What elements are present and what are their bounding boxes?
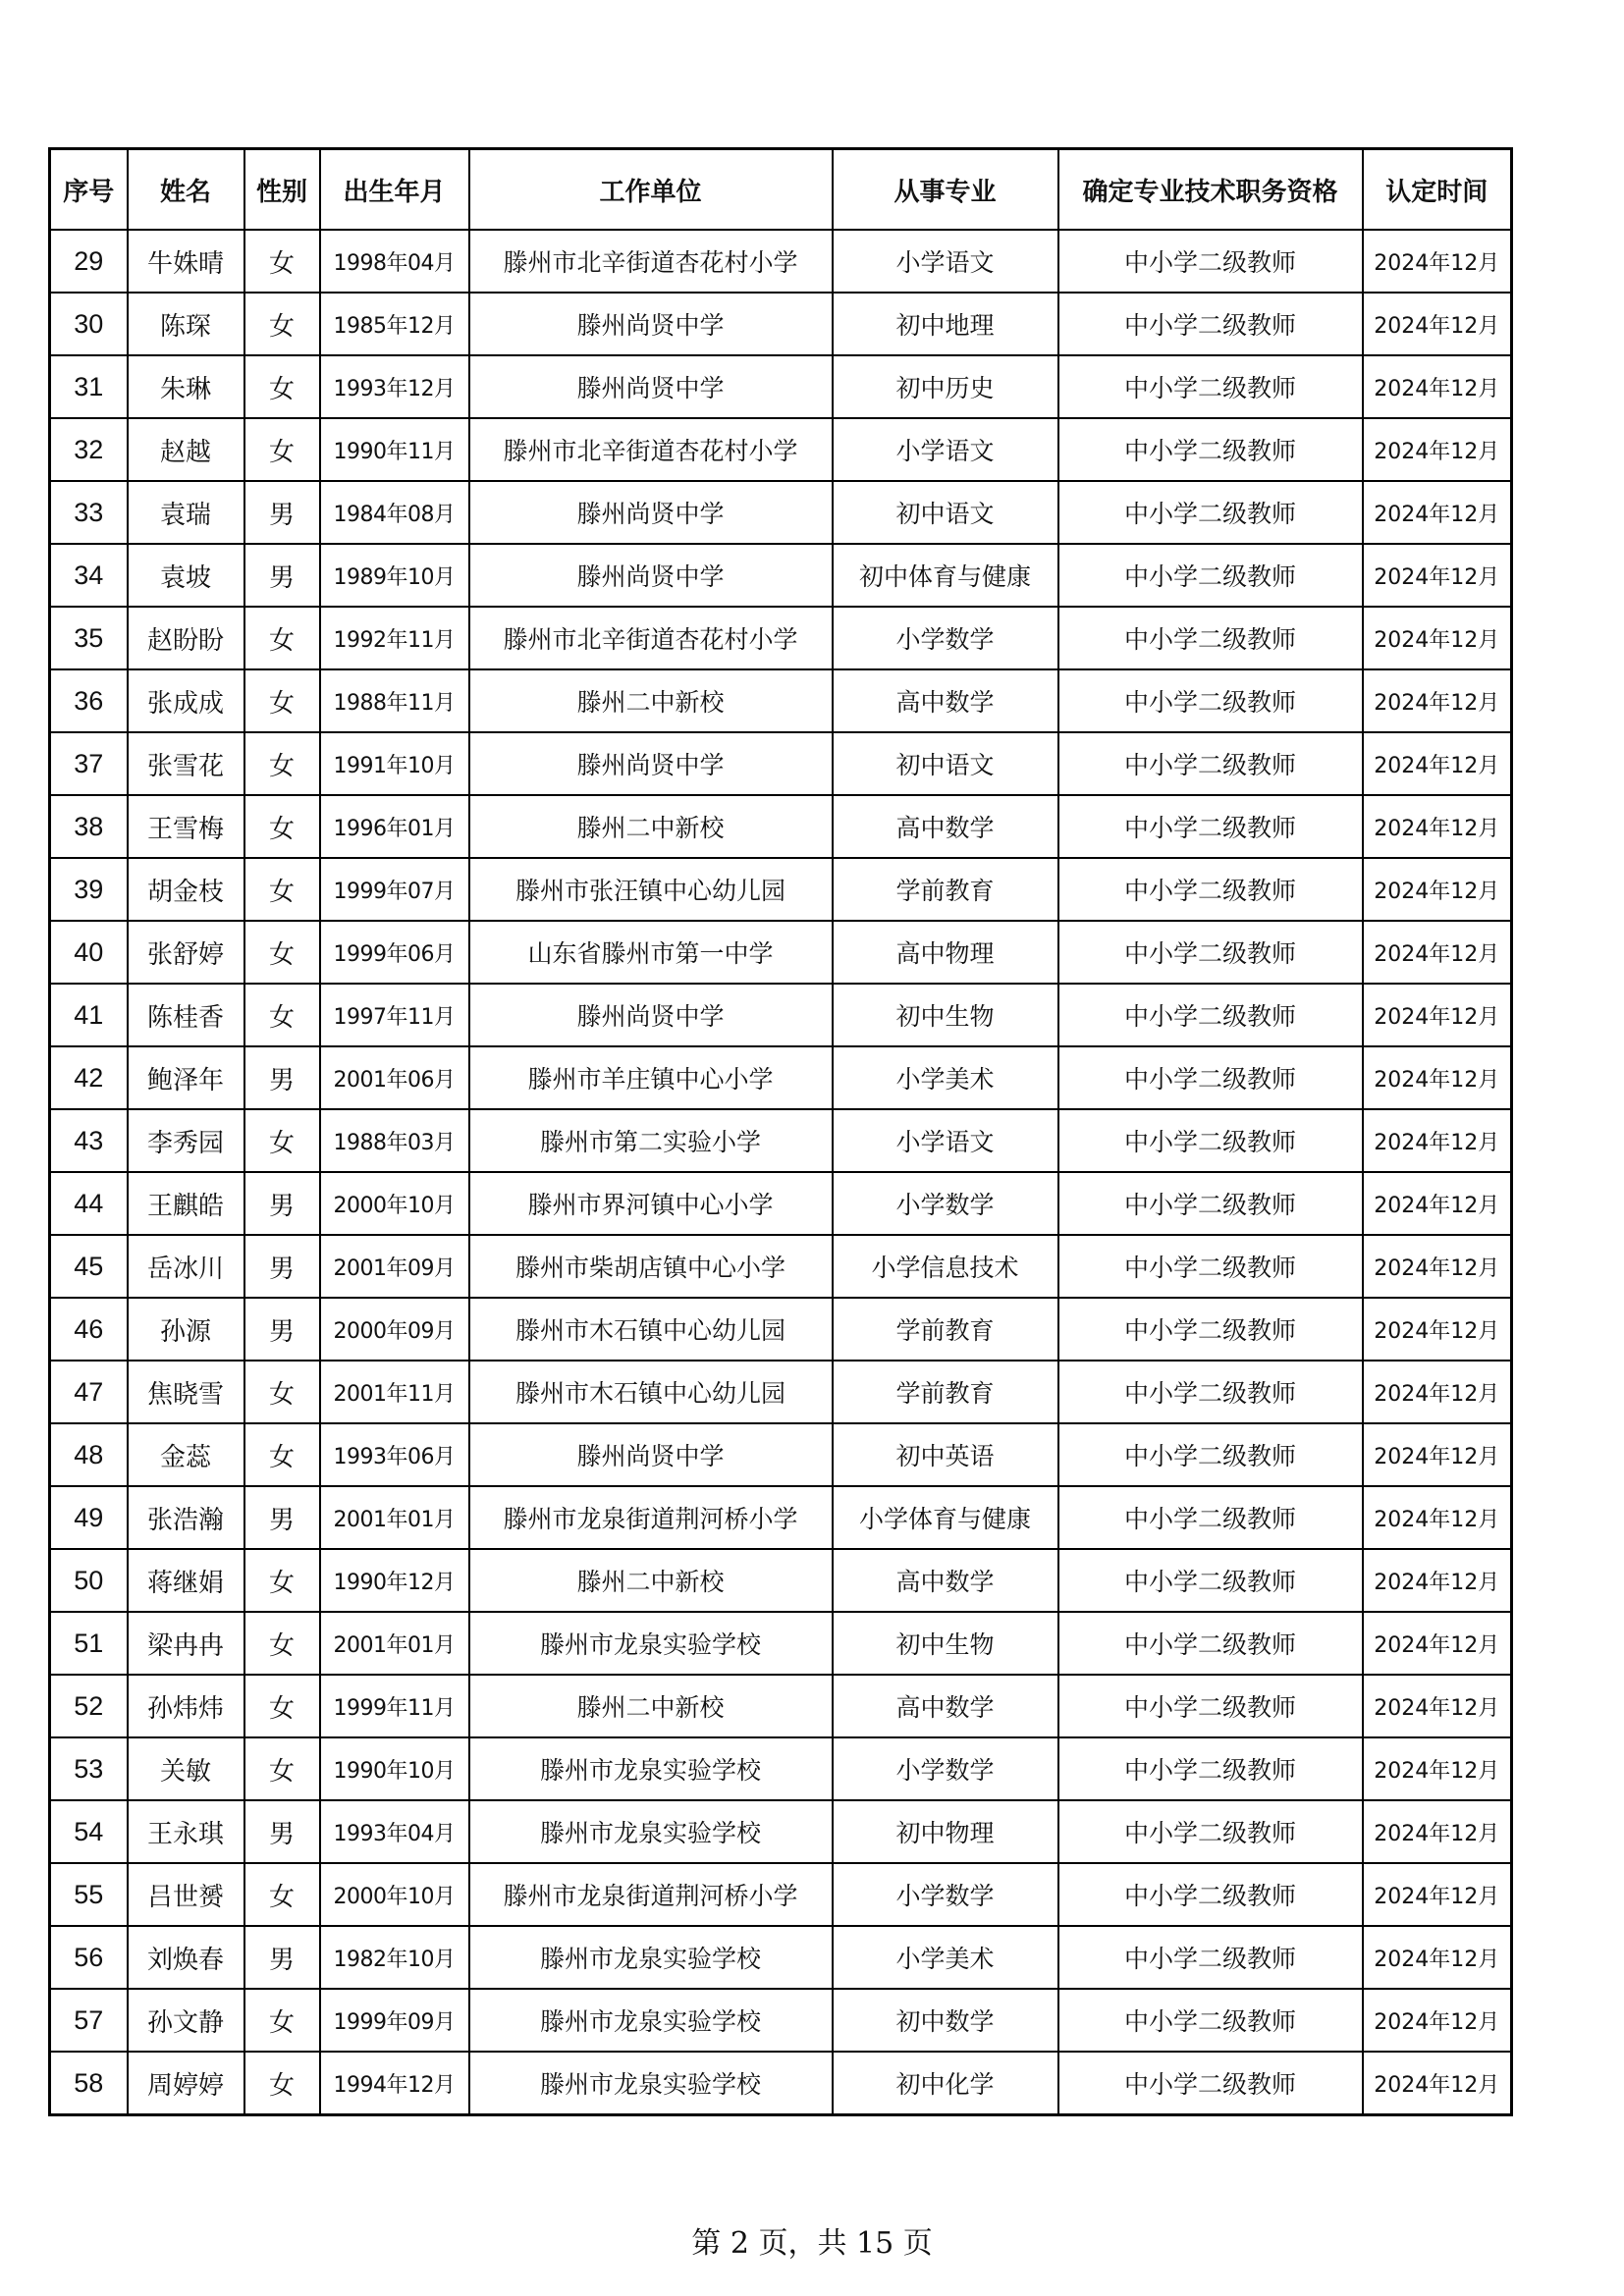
gender-cell: 男 xyxy=(244,1046,320,1109)
certified-date-cell: 2024年12月 xyxy=(1363,732,1512,795)
specialty-cell: 初中体育与健康 xyxy=(833,544,1058,607)
work-unit-cell: 滕州尚贤中学 xyxy=(469,544,833,607)
specialty-cell: 小学数学 xyxy=(833,1737,1058,1800)
specialty-cell: 小学美术 xyxy=(833,1046,1058,1109)
name-cell: 王雪梅 xyxy=(128,795,244,858)
table-row xyxy=(50,1109,1512,1172)
qualification-cell: 中小学二级教师 xyxy=(1058,1863,1363,1926)
work-unit-cell: 滕州市龙泉实验学校 xyxy=(469,1926,833,1989)
birth-date-cell: 2001年06月 xyxy=(320,1046,469,1109)
table-row xyxy=(50,293,1512,355)
specialty-cell: 高中物理 xyxy=(833,921,1058,984)
serial-number-cell: 30 xyxy=(50,293,128,355)
birth-date-cell: 1996年01月 xyxy=(320,795,469,858)
serial-number-cell: 49 xyxy=(50,1486,128,1549)
gender-cell: 男 xyxy=(244,1926,320,1989)
table-row xyxy=(50,230,1512,293)
certified-date-cell: 2024年12月 xyxy=(1363,1423,1512,1486)
certified-date-cell: 2024年12月 xyxy=(1363,544,1512,607)
certified-date-cell: 2024年12月 xyxy=(1363,858,1512,921)
table-row xyxy=(50,418,1512,481)
table-row xyxy=(50,1361,1512,1423)
specialty-cell: 初中化学 xyxy=(833,2052,1058,2115)
gender-cell: 女 xyxy=(244,858,320,921)
birth-date-cell: 1985年12月 xyxy=(320,293,469,355)
certified-date-cell: 2024年12月 xyxy=(1363,607,1512,669)
qualification-cell: 中小学二级教师 xyxy=(1058,921,1363,984)
gender-cell: 女 xyxy=(244,984,320,1046)
serial-number-cell: 33 xyxy=(50,481,128,544)
specialty-cell: 小学语文 xyxy=(833,1109,1058,1172)
name-cell: 孙源 xyxy=(128,1298,244,1361)
qualification-cell: 中小学二级教师 xyxy=(1058,1486,1363,1549)
teacher-qualification-table xyxy=(48,147,1513,2116)
work-unit-cell: 滕州尚贤中学 xyxy=(469,481,833,544)
specialty-cell: 初中英语 xyxy=(833,1423,1058,1486)
birth-date-cell: 1999年07月 xyxy=(320,858,469,921)
work-unit-cell: 滕州市龙泉实验学校 xyxy=(469,1612,833,1675)
name-cell: 孙文静 xyxy=(128,1989,244,2052)
serial-number-cell: 56 xyxy=(50,1926,128,1989)
table-row xyxy=(50,1549,1512,1612)
qualification-cell: 中小学二级教师 xyxy=(1058,1423,1363,1486)
table-row xyxy=(50,1486,1512,1549)
gender-cell: 男 xyxy=(244,1486,320,1549)
header-name: 姓名 xyxy=(128,149,244,231)
work-unit-cell: 滕州市龙泉实验学校 xyxy=(469,1800,833,1863)
serial-number-cell: 34 xyxy=(50,544,128,607)
birth-date-cell: 1990年10月 xyxy=(320,1737,469,1800)
certified-date-cell: 2024年12月 xyxy=(1363,1926,1512,1989)
gender-cell: 女 xyxy=(244,1675,320,1737)
serial-number-cell: 50 xyxy=(50,1549,128,1612)
table-row xyxy=(50,481,1512,544)
certified-date-cell: 2024年12月 xyxy=(1363,1046,1512,1109)
header-gender: 性别 xyxy=(244,149,320,231)
specialty-cell: 初中语文 xyxy=(833,481,1058,544)
table-row xyxy=(50,607,1512,669)
specialty-cell: 高中数学 xyxy=(833,1549,1058,1612)
serial-number-cell: 41 xyxy=(50,984,128,1046)
table-row xyxy=(50,1612,1512,1675)
gender-cell: 女 xyxy=(244,669,320,732)
header-certified-date: 认定时间 xyxy=(1363,149,1512,231)
work-unit-cell: 滕州市第二实验小学 xyxy=(469,1109,833,1172)
gender-cell: 女 xyxy=(244,418,320,481)
work-unit-cell: 滕州尚贤中学 xyxy=(469,984,833,1046)
serial-number-cell: 58 xyxy=(50,2052,128,2115)
work-unit-cell: 滕州二中新校 xyxy=(469,795,833,858)
work-unit-cell: 滕州市龙泉实验学校 xyxy=(469,1989,833,2052)
specialty-cell: 小学信息技术 xyxy=(833,1235,1058,1298)
table-row xyxy=(50,669,1512,732)
qualification-cell: 中小学二级教师 xyxy=(1058,1046,1363,1109)
table-row xyxy=(50,921,1512,984)
serial-number-cell: 48 xyxy=(50,1423,128,1486)
specialty-cell: 高中数学 xyxy=(833,1675,1058,1737)
table-row xyxy=(50,1235,1512,1298)
gender-cell: 男 xyxy=(244,1298,320,1361)
gender-cell: 男 xyxy=(244,544,320,607)
certified-date-cell: 2024年12月 xyxy=(1363,669,1512,732)
serial-number-cell: 37 xyxy=(50,732,128,795)
table-row xyxy=(50,1675,1512,1737)
name-cell: 陈琛 xyxy=(128,293,244,355)
serial-number-cell: 36 xyxy=(50,669,128,732)
gender-cell: 女 xyxy=(244,355,320,418)
birth-date-cell: 2001年11月 xyxy=(320,1361,469,1423)
table-row xyxy=(50,1172,1512,1235)
specialty-cell: 初中物理 xyxy=(833,1800,1058,1863)
certified-date-cell: 2024年12月 xyxy=(1363,984,1512,1046)
certified-date-cell: 2024年12月 xyxy=(1363,1989,1512,2052)
table-row xyxy=(50,355,1512,418)
name-cell: 李秀园 xyxy=(128,1109,244,1172)
qualification-cell: 中小学二级教师 xyxy=(1058,230,1363,293)
birth-date-cell: 1990年12月 xyxy=(320,1549,469,1612)
specialty-cell: 小学体育与健康 xyxy=(833,1486,1058,1549)
gender-cell: 女 xyxy=(244,795,320,858)
serial-number-cell: 39 xyxy=(50,858,128,921)
birth-date-cell: 1993年06月 xyxy=(320,1423,469,1486)
certified-date-cell: 2024年12月 xyxy=(1363,795,1512,858)
serial-number-cell: 43 xyxy=(50,1109,128,1172)
name-cell: 赵越 xyxy=(128,418,244,481)
serial-number-cell: 54 xyxy=(50,1800,128,1863)
birth-date-cell: 2001年01月 xyxy=(320,1612,469,1675)
work-unit-cell: 滕州尚贤中学 xyxy=(469,1423,833,1486)
specialty-cell: 初中生物 xyxy=(833,1612,1058,1675)
work-unit-cell: 滕州市龙泉街道荆河桥小学 xyxy=(469,1863,833,1926)
name-cell: 胡金枝 xyxy=(128,858,244,921)
name-cell: 孙炜炜 xyxy=(128,1675,244,1737)
certified-date-cell: 2024年12月 xyxy=(1363,418,1512,481)
header-qualification: 确定专业技术职务资格 xyxy=(1058,149,1363,231)
qualification-cell: 中小学二级教师 xyxy=(1058,984,1363,1046)
name-cell: 周婷婷 xyxy=(128,2052,244,2115)
qualification-cell: 中小学二级教师 xyxy=(1058,1926,1363,1989)
qualification-cell: 中小学二级教师 xyxy=(1058,544,1363,607)
specialty-cell: 小学语文 xyxy=(833,230,1058,293)
gender-cell: 女 xyxy=(244,1612,320,1675)
certified-date-cell: 2024年12月 xyxy=(1363,2052,1512,2115)
gender-cell: 女 xyxy=(244,607,320,669)
specialty-cell: 初中生物 xyxy=(833,984,1058,1046)
work-unit-cell: 滕州市龙泉街道荆河桥小学 xyxy=(469,1486,833,1549)
specialty-cell: 学前教育 xyxy=(833,1361,1058,1423)
serial-number-cell: 38 xyxy=(50,795,128,858)
header-work-unit: 工作单位 xyxy=(469,149,833,231)
specialty-cell: 学前教育 xyxy=(833,1298,1058,1361)
gender-cell: 女 xyxy=(244,1737,320,1800)
name-cell: 梁冉冉 xyxy=(128,1612,244,1675)
gender-cell: 女 xyxy=(244,1361,320,1423)
serial-number-cell: 31 xyxy=(50,355,128,418)
qualification-cell: 中小学二级教师 xyxy=(1058,1549,1363,1612)
specialty-cell: 小学美术 xyxy=(833,1926,1058,1989)
qualification-cell: 中小学二级教师 xyxy=(1058,1989,1363,2052)
birth-date-cell: 1993年12月 xyxy=(320,355,469,418)
qualification-cell: 中小学二级教师 xyxy=(1058,418,1363,481)
gender-cell: 女 xyxy=(244,1989,320,2052)
work-unit-cell: 山东省滕州市第一中学 xyxy=(469,921,833,984)
work-unit-cell: 滕州市龙泉实验学校 xyxy=(469,2052,833,2115)
serial-number-cell: 46 xyxy=(50,1298,128,1361)
header-serial-number: 序号 xyxy=(50,149,128,231)
name-cell: 张雪花 xyxy=(128,732,244,795)
name-cell: 金蕊 xyxy=(128,1423,244,1486)
certified-date-cell: 2024年12月 xyxy=(1363,1486,1512,1549)
birth-date-cell: 1999年11月 xyxy=(320,1675,469,1737)
work-unit-cell: 滕州尚贤中学 xyxy=(469,293,833,355)
certified-date-cell: 2024年12月 xyxy=(1363,230,1512,293)
qualification-cell: 中小学二级教师 xyxy=(1058,732,1363,795)
header-specialty: 从事专业 xyxy=(833,149,1058,231)
name-cell: 王麒皓 xyxy=(128,1172,244,1235)
table-row xyxy=(50,1298,1512,1361)
serial-number-cell: 35 xyxy=(50,607,128,669)
birth-date-cell: 2000年09月 xyxy=(320,1298,469,1361)
certified-date-cell: 2024年12月 xyxy=(1363,1235,1512,1298)
table-row xyxy=(50,795,1512,858)
serial-number-cell: 32 xyxy=(50,418,128,481)
name-cell: 刘焕春 xyxy=(128,1926,244,1989)
gender-cell: 男 xyxy=(244,1800,320,1863)
specialty-cell: 小学数学 xyxy=(833,1172,1058,1235)
qualification-cell: 中小学二级教师 xyxy=(1058,1612,1363,1675)
qualification-cell: 中小学二级教师 xyxy=(1058,858,1363,921)
qualification-cell: 中小学二级教师 xyxy=(1058,669,1363,732)
specialty-cell: 初中历史 xyxy=(833,355,1058,418)
qualification-cell: 中小学二级教师 xyxy=(1058,293,1363,355)
qualification-cell: 中小学二级教师 xyxy=(1058,1298,1363,1361)
certified-date-cell: 2024年12月 xyxy=(1363,1675,1512,1737)
table-row xyxy=(50,732,1512,795)
name-cell: 牛姝晴 xyxy=(128,230,244,293)
gender-cell: 男 xyxy=(244,1235,320,1298)
qualification-cell: 中小学二级教师 xyxy=(1058,1737,1363,1800)
birth-date-cell: 1993年04月 xyxy=(320,1800,469,1863)
table-row xyxy=(50,1046,1512,1109)
certified-date-cell: 2024年12月 xyxy=(1363,293,1512,355)
work-unit-cell: 滕州市柴胡店镇中心小学 xyxy=(469,1235,833,1298)
serial-number-cell: 44 xyxy=(50,1172,128,1235)
birth-date-cell: 2000年10月 xyxy=(320,1172,469,1235)
name-cell: 袁瑞 xyxy=(128,481,244,544)
name-cell: 关敏 xyxy=(128,1737,244,1800)
gender-cell: 女 xyxy=(244,1863,320,1926)
birth-date-cell: 1997年11月 xyxy=(320,984,469,1046)
birth-date-cell: 1999年09月 xyxy=(320,1989,469,2052)
table-row xyxy=(50,1800,1512,1863)
qualification-cell: 中小学二级教师 xyxy=(1058,1172,1363,1235)
gender-cell: 女 xyxy=(244,1423,320,1486)
table-body xyxy=(50,230,1512,2115)
work-unit-cell: 滕州二中新校 xyxy=(469,1675,833,1737)
certified-date-cell: 2024年12月 xyxy=(1363,1172,1512,1235)
serial-number-cell: 45 xyxy=(50,1235,128,1298)
gender-cell: 男 xyxy=(244,1172,320,1235)
work-unit-cell: 滕州市龙泉实验学校 xyxy=(469,1737,833,1800)
specialty-cell: 小学语文 xyxy=(833,418,1058,481)
birth-date-cell: 1992年11月 xyxy=(320,607,469,669)
birth-date-cell: 1990年11月 xyxy=(320,418,469,481)
gender-cell: 男 xyxy=(244,481,320,544)
birth-date-cell: 1984年08月 xyxy=(320,481,469,544)
specialty-cell: 初中数学 xyxy=(833,1989,1058,2052)
table-row xyxy=(50,1863,1512,1926)
name-cell: 王永琪 xyxy=(128,1800,244,1863)
certified-date-cell: 2024年12月 xyxy=(1363,1612,1512,1675)
birth-date-cell: 2000年10月 xyxy=(320,1863,469,1926)
gender-cell: 女 xyxy=(244,732,320,795)
work-unit-cell: 滕州市木石镇中心幼儿园 xyxy=(469,1298,833,1361)
certified-date-cell: 2024年12月 xyxy=(1363,1737,1512,1800)
qualification-cell: 中小学二级教师 xyxy=(1058,355,1363,418)
work-unit-cell: 滕州市北辛街道杏花村小学 xyxy=(469,607,833,669)
qualification-cell: 中小学二级教师 xyxy=(1058,607,1363,669)
birth-date-cell: 1988年03月 xyxy=(320,1109,469,1172)
work-unit-cell: 滕州尚贤中学 xyxy=(469,355,833,418)
birth-date-cell: 2001年09月 xyxy=(320,1235,469,1298)
work-unit-cell: 滕州尚贤中学 xyxy=(469,732,833,795)
specialty-cell: 高中数学 xyxy=(833,669,1058,732)
qualification-cell: 中小学二级教师 xyxy=(1058,1800,1363,1863)
work-unit-cell: 滕州二中新校 xyxy=(469,1549,833,1612)
certified-date-cell: 2024年12月 xyxy=(1363,1549,1512,1612)
table-header-row xyxy=(50,149,1512,231)
name-cell: 陈桂香 xyxy=(128,984,244,1046)
gender-cell: 女 xyxy=(244,921,320,984)
birth-date-cell: 1989年10月 xyxy=(320,544,469,607)
table-row xyxy=(50,544,1512,607)
serial-number-cell: 29 xyxy=(50,230,128,293)
serial-number-cell: 53 xyxy=(50,1737,128,1800)
table-row xyxy=(50,858,1512,921)
serial-number-cell: 57 xyxy=(50,1989,128,2052)
table-row xyxy=(50,1423,1512,1486)
serial-number-cell: 51 xyxy=(50,1612,128,1675)
name-cell: 朱琳 xyxy=(128,355,244,418)
specialty-cell: 初中地理 xyxy=(833,293,1058,355)
qualification-cell: 中小学二级教师 xyxy=(1058,1109,1363,1172)
gender-cell: 女 xyxy=(244,293,320,355)
birth-date-cell: 1994年12月 xyxy=(320,2052,469,2115)
birth-date-cell: 1999年06月 xyxy=(320,921,469,984)
serial-number-cell: 52 xyxy=(50,1675,128,1737)
name-cell: 焦晓雪 xyxy=(128,1361,244,1423)
work-unit-cell: 滕州二中新校 xyxy=(469,669,833,732)
name-cell: 张浩瀚 xyxy=(128,1486,244,1549)
certified-date-cell: 2024年12月 xyxy=(1363,1298,1512,1361)
qualification-cell: 中小学二级教师 xyxy=(1058,1235,1363,1298)
birth-date-cell: 2001年01月 xyxy=(320,1486,469,1549)
work-unit-cell: 滕州市北辛街道杏花村小学 xyxy=(469,418,833,481)
gender-cell: 女 xyxy=(244,2052,320,2115)
birth-date-cell: 1988年11月 xyxy=(320,669,469,732)
work-unit-cell: 滕州市木石镇中心幼儿园 xyxy=(469,1361,833,1423)
certified-date-cell: 2024年12月 xyxy=(1363,1863,1512,1926)
table-row xyxy=(50,984,1512,1046)
birth-date-cell: 1991年10月 xyxy=(320,732,469,795)
birth-date-cell: 1998年04月 xyxy=(320,230,469,293)
qualification-cell: 中小学二级教师 xyxy=(1058,481,1363,544)
work-unit-cell: 滕州市张汪镇中心幼儿园 xyxy=(469,858,833,921)
name-cell: 张成成 xyxy=(128,669,244,732)
certified-date-cell: 2024年12月 xyxy=(1363,355,1512,418)
specialty-cell: 小学数学 xyxy=(833,607,1058,669)
qualification-cell: 中小学二级教师 xyxy=(1058,2052,1363,2115)
certified-date-cell: 2024年12月 xyxy=(1363,1800,1512,1863)
header-birth-date: 出生年月 xyxy=(320,149,469,231)
page-footer: 第 2 页，共 15 页 xyxy=(691,2226,933,2261)
serial-number-cell: 40 xyxy=(50,921,128,984)
serial-number-cell: 42 xyxy=(50,1046,128,1109)
certified-date-cell: 2024年12月 xyxy=(1363,921,1512,984)
table-row xyxy=(50,2052,1512,2115)
name-cell: 张舒婷 xyxy=(128,921,244,984)
qualification-cell: 中小学二级教师 xyxy=(1058,795,1363,858)
gender-cell: 女 xyxy=(244,1549,320,1612)
gender-cell: 女 xyxy=(244,230,320,293)
table-row xyxy=(50,1737,1512,1800)
specialty-cell: 小学数学 xyxy=(833,1863,1058,1926)
name-cell: 鲍泽年 xyxy=(128,1046,244,1109)
name-cell: 蒋继娟 xyxy=(128,1549,244,1612)
work-unit-cell: 滕州市北辛街道杏花村小学 xyxy=(469,230,833,293)
table-row xyxy=(50,1926,1512,1989)
work-unit-cell: 滕州市界河镇中心小学 xyxy=(469,1172,833,1235)
work-unit-cell: 滕州市羊庄镇中心小学 xyxy=(469,1046,833,1109)
table-row xyxy=(50,1989,1512,2052)
gender-cell: 女 xyxy=(244,1109,320,1172)
specialty-cell: 学前教育 xyxy=(833,858,1058,921)
name-cell: 袁坡 xyxy=(128,544,244,607)
certified-date-cell: 2024年12月 xyxy=(1363,481,1512,544)
qualification-cell: 中小学二级教师 xyxy=(1058,1675,1363,1737)
name-cell: 岳冰川 xyxy=(128,1235,244,1298)
name-cell: 赵盼盼 xyxy=(128,607,244,669)
qualification-cell: 中小学二级教师 xyxy=(1058,1361,1363,1423)
serial-number-cell: 47 xyxy=(50,1361,128,1423)
certified-date-cell: 2024年12月 xyxy=(1363,1109,1512,1172)
certified-date-cell: 2024年12月 xyxy=(1363,1361,1512,1423)
specialty-cell: 高中数学 xyxy=(833,795,1058,858)
name-cell: 吕世赟 xyxy=(128,1863,244,1926)
specialty-cell: 初中语文 xyxy=(833,732,1058,795)
serial-number-cell: 55 xyxy=(50,1863,128,1926)
birth-date-cell: 1982年10月 xyxy=(320,1926,469,1989)
